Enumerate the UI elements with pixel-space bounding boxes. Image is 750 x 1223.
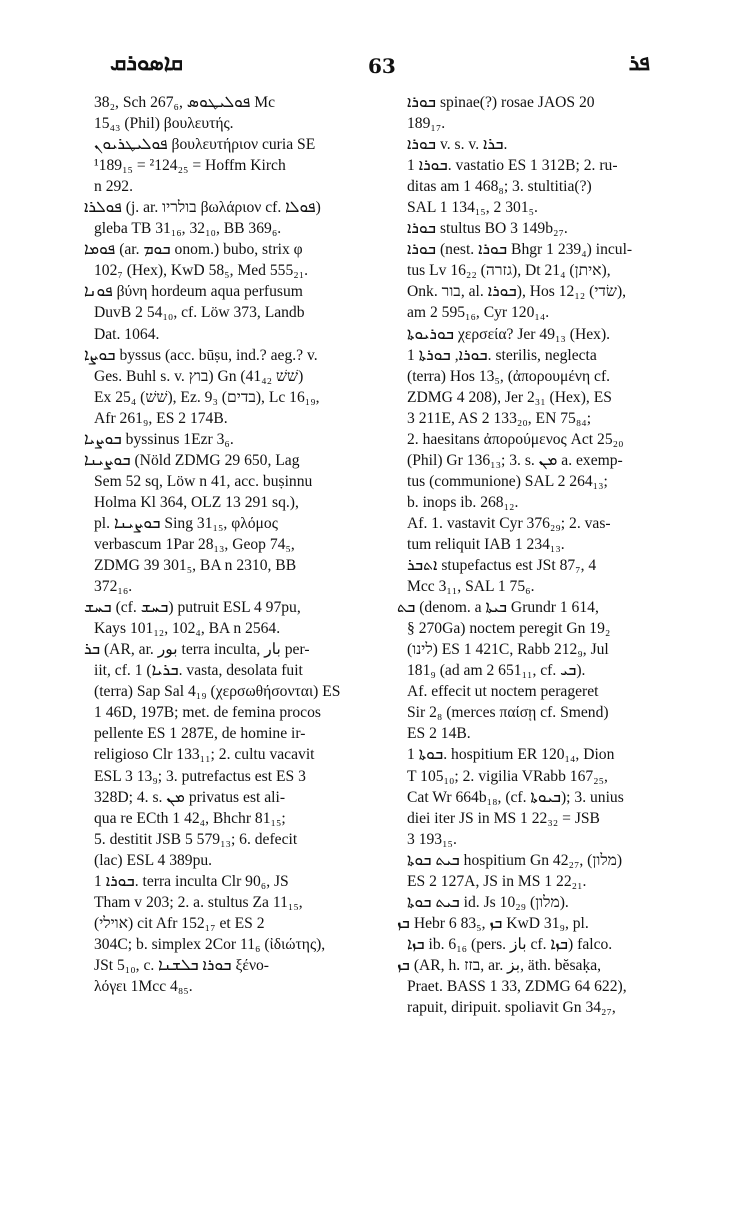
entry-line: Afr 261₉, ES 2 174B. (94, 409, 228, 427)
entry-line: tum reliquit IAB 1 234₁₃. (407, 535, 565, 553)
entry-line: 3 211E, AS 2 133₂₀, EN 75₈₄; (407, 409, 592, 427)
entry-line: ZDMG 39 301₅, BA n 2310, BB (94, 557, 297, 575)
entry-line: verbascum 1Par 28₁₃, Geop 74₅, (94, 535, 295, 553)
entry-line: 15₄₃ (Phil) βουλευτής. (94, 115, 234, 133)
entry-line: ܒܘܪܐ 1. terra inculta Clr 90₆, JS (94, 872, 289, 890)
entry-line: 328D; 4. s. ܡܢ privatus est ali- (94, 788, 286, 806)
entry-line: ܒܪ (AR, ar. بور terra inculta, بار per- (84, 641, 310, 659)
entry-line: ܦܘܡܐ (ar. ܒܘܡ onom.) bubo, strix φ (84, 241, 303, 259)
entry-line: (Phil) Gr 136₁₃; 3. s. ܡܢ a. exemp- (407, 451, 623, 469)
entry-line: b. inops ib. 268₁₂. (407, 493, 519, 511)
entry-line: n 292. (94, 178, 133, 196)
entry-line: 38₂, Sch 267₆, ܦܘܠܝܛܘܣ Mc (94, 94, 276, 111)
entry-line: Sem 52 sq, Löw n 41, acc. buṣinnu (94, 472, 313, 490)
entry-line: ܒܘܨܝܢܐ (Nöld ZDMG 29 650, Lag (84, 451, 300, 469)
right-column (397, 92, 703, 1018)
entry-line: 372₁₆. (94, 578, 133, 596)
entry-line: ܦܘܢܐ βύνη hordeum aqua perfusum (84, 283, 303, 301)
entry-line: 1 46D, 197B; met. de femina procos (94, 704, 321, 722)
entry-line: religioso Clr 133₁₁; 2. cultu vacavit (94, 746, 315, 764)
entry-line: ditas am 1 468₈; 3. stultitia(?) (407, 178, 592, 196)
entry-line: tus Lv 16₂₂ (גזרה), Dt 21₄ (איתן), (407, 262, 611, 280)
entry-line: SAL 1 134₁₅, 2 301₅. (407, 199, 538, 217)
entry-line: (לינו) ES 1 421C, Rabb 212₉, Jul (407, 641, 609, 659)
entry-line: ܒܘܨܝܐ byssinus 1Ezr 3₆. (84, 430, 234, 448)
entry-line: Mcc 3₁₁, SAL 1 75₆. (407, 578, 535, 596)
page-number: 63 (368, 54, 396, 78)
entry-line: Tham v 203; 2. a. stultus Za 11₁₅, (94, 893, 303, 911)
entry-line: ܒܙܐ ib. 6₁₆ (pers. باز cf. ܒܙܐ) falco. (407, 935, 613, 953)
page-header (70, 50, 690, 90)
entry-line: 189₁₇. (407, 115, 446, 133)
entry-line: Cat Wr 664b₁₈, (cf. ܒܝܘܬܐ); 3. unius (407, 788, 624, 806)
entry-line: ܒܝܬ ܒܘܬܐ hospitium Gn 42₂₇, (מלון) (407, 851, 623, 869)
entry-line: 102₇ (Hex), KwD 58₅, Med 555₂₁. (94, 262, 309, 280)
entry-line: ܒܚܫ (cf. ܒܚܫ) putruit ESL 4 97pu, (84, 599, 301, 617)
entry-line: pl. ܒܘܨܝܢܐ Sing 31₁₅, φλόμος (94, 514, 278, 532)
entry-line: Praet. BASS 1 33, ZDMG 64 622), (407, 977, 627, 995)
entry-line: ZDMG 4 208), Jer 2₃₁ (Hex), ES (407, 388, 612, 406)
entry-line: (terra) Hos 13₅, (ἀπορουμένη cf. (407, 367, 611, 385)
entry-line: 181₉ (ad am 2 651₁₁, cf. ܒܝ). (407, 662, 586, 680)
entry-line: Kays 101₁₂, 102₄, BA n 2564. (94, 620, 281, 638)
entry-line: DuvB 2 54₁₀, cf. Löw 373, Landb (94, 304, 305, 322)
entry-line: pellente ES 1 287E, de homine ir- (94, 725, 306, 743)
entry-line: ܒܙ (AR, h. בזז, ar. بز, äth. bĕsaḳa, (397, 956, 602, 974)
entry-line: T 105₁₀; 2. vigilia VRabb 167₂₅, (407, 767, 608, 785)
entry-line: ܦܘܠܪܐ (j. ar. בולריו βωλάριον cf. ܦܘܠܐ) (84, 199, 321, 217)
entry-line: Onk. בור, al. ܒܘܪܐ), Hos 12₁₂ (שׂדי), (407, 283, 627, 301)
entry-line: rapuit, diripuit. spoliavit Gn 34₂₇, (407, 999, 616, 1017)
entry-line: ES 2 14B. (407, 725, 471, 743)
entry-line: λόγει 1Mcc 4₈₅. (94, 977, 193, 995)
entry-line: ܒܘܪܐ spinae(?) rosae JAOS 20 (407, 94, 595, 111)
entry-line: ܒܘܨܐ byssus (acc. būṣu, ind.? aeg.? v. (84, 346, 318, 364)
entry-line: ܒܘܬܐ 1. hospitium ER 120₁₄, Dion (407, 746, 615, 764)
entry-line: Ex 25₄ (שׁשׁ), Ez. 9₃ (בדים), Lc 16₁₉, (94, 388, 320, 406)
entry-line: tus (communione) SAL 2 264₁₃; (407, 472, 608, 490)
entry-line: diei iter JS in MS 1 22₃₂ = JSB (407, 809, 600, 827)
entry-line: ¹189₁₅ = ²124₂₅ = Hoffm Kirch (94, 157, 286, 175)
entry-line: 2. haesitans ἀπορούμενος Act 25₂₀ (407, 430, 624, 448)
entry-line: ܒܘܪܐ, ܒܘܪܬܐ 1. sterilis, neglecta (407, 346, 597, 364)
entry-line: Holma Kl 364, OLZ 13 291 sq.), (94, 493, 299, 511)
left-column (84, 92, 384, 997)
header-right-syriac: ܦܪ (628, 50, 650, 76)
entry-line: JSt 5₁₀, c. ܒܘܪܐ ܒܠܫܢܐ ξένο- (94, 956, 270, 974)
entry-line: 5. destitit JSB 5 579₁₃; 6. defecit (94, 830, 298, 848)
entry-line: ܦܘܠܝܛܪܝܘܢ βουλευτήριον curia SE (94, 136, 316, 154)
entry-line: (terra) Sap Sal 4₁₉ (χερσωθήσονται) ES (94, 683, 341, 701)
entry-line: ܒܘܪܐ stultus BO 3 149b₂₇. (407, 220, 568, 238)
entry-line: (lac) ESL 4 389pu. (94, 851, 213, 869)
entry-line: ܒܘܪܐ v. s. v. ܒܪܐ. (407, 136, 508, 154)
entry-line: gleba TB 31₁₆, 32₁₀, BB 369₆. (94, 220, 282, 238)
entry-line: (אוילי) cit Afr 152₁₇ et ES 2 (94, 914, 265, 932)
entry-line: ܒܘܪܐ (nest. ܒܘܪܐ Bhgr 1 239₄) incul- (407, 241, 633, 259)
entry-line: iit, cf. ܒܪܝܐ) 1. vasta, desolata fuit (94, 662, 303, 680)
entry-line: qua re ECth 1 42₄, Bhchr 81₁₅; (94, 809, 286, 827)
entry-line: ܒܘܪܐ 1. vastatio ES 1 312B; 2. ru- (407, 157, 618, 175)
entry-line: ܒܙ Hebr 6 83₅, ܒܙ KwD 31₉, pl. (397, 914, 589, 932)
entry-line: ܒܝܬ ܒܘܬܐ id. Js 10₂₉ (מלון). (407, 893, 569, 911)
entry-line: am 2 595₁₆, Cyr 120₁₄. (407, 304, 550, 322)
entry-line: ܒܘܪܝܘܬܐ χερσεία? Jer 49₁₃ (Hex). (407, 325, 611, 343)
entry-line: Af. effecit ut noctem perageret (407, 683, 599, 701)
entry-line: ESL 3 13₉; 3. putrefactus est ES 3 (94, 767, 306, 785)
entry-line: ES 2 127A, JS in MS 1 22₂₁. (407, 872, 587, 890)
entry-line: § 270Ga) noctem peregit Gn 19₂ (407, 620, 611, 638)
entry-line: 304C; b. simplex 2Cor 11₆ (ἰδιώτης), (94, 935, 326, 953)
entry-line: ܒܬ (denom. a ܒܝܬܐ Grundr 1 614, (397, 599, 599, 617)
header-left-syriac: ܩܐܣܘܪܩ (110, 50, 183, 76)
entry-line: Dat. 1064. (94, 325, 160, 343)
entry-line: ܐܬܒܪ stupefactus est JSt 87₇, 4 (407, 557, 597, 575)
entry-line: Sir 2₈ (merces παίσῃ cf. Smend) (407, 704, 609, 722)
entry-line: Ges. Buhl s. v. בוץ) Gn (41₄₂ שׁשׁ) (94, 367, 304, 385)
entry-line: 3 193₁₅. (407, 830, 457, 848)
entry-line: Af. 1. vastavit Cyr 376₂₉; 2. vas- (407, 514, 611, 532)
